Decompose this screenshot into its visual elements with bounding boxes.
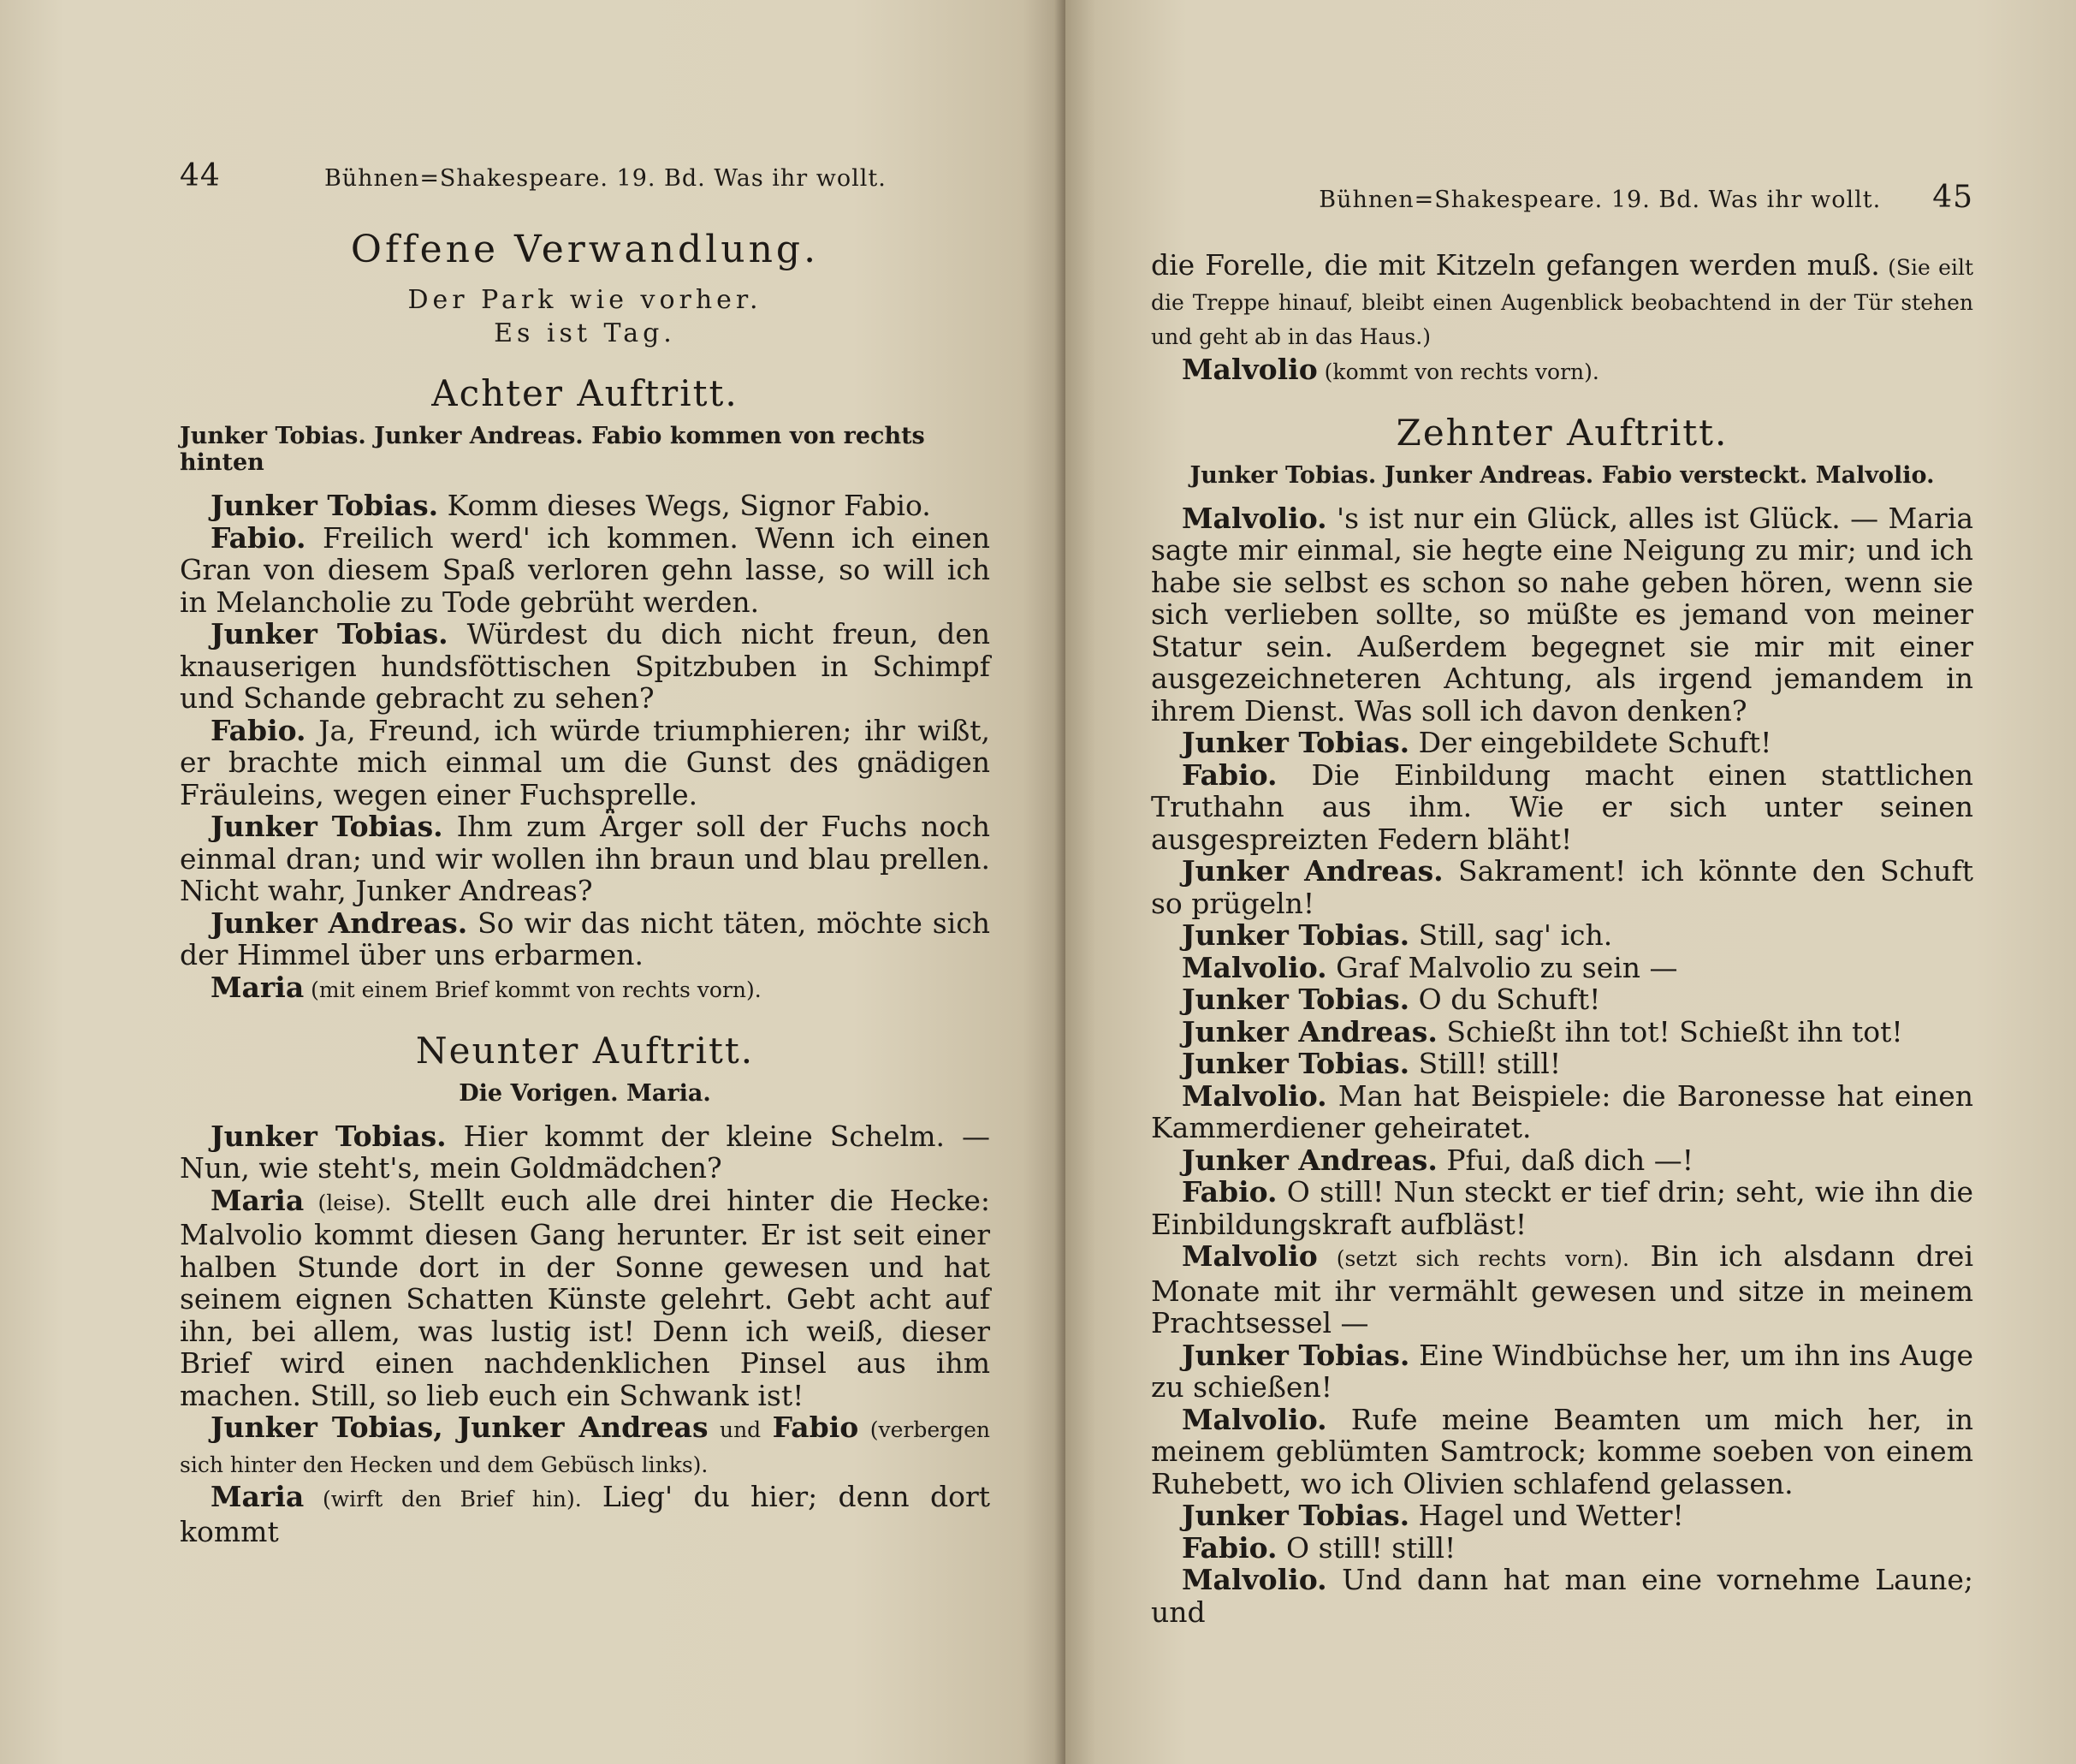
speech: Die Einbildung macht einen stattlichen Truthahn aus ihm. Wie er sich unter seinen ausgespreizten Federn bläht!	[1151, 757, 1973, 856]
speaker: Junker Tobias.	[1182, 1047, 1410, 1080]
running-head: Bühnen=Shakespeare. 19. Bd. Was ihr wollt.	[323, 165, 887, 192]
speaker: Junker Tobias, Junker Andreas	[211, 1411, 709, 1444]
speech: Bin ich alsdann drei Monate mit ihr vermählt gewesen und sitze in meinem Prachtsessel —	[1151, 1239, 1973, 1339]
speaker: Junker Tobias.	[1182, 726, 1410, 759]
dialogue-line	[1151, 1176, 1973, 1240]
right-header	[1151, 180, 1973, 215]
speech: Eine Windbüchse her, um ihn ins Auge zu schießen!	[1151, 1338, 1973, 1404]
speech: Freilich werd' ich kommen. Wenn ich einen Gran von diesem Spaß verloren gehn lasse, so will ich in Melancholie zu Tode gebrüht werden.	[180, 520, 990, 619]
speech: Ja, Freund, ich würde triumphieren; ihr wißt, er brachte mich einmal um die Gunst des gnädigen Fräuleins, wegen einer Fuchsprelle.	[180, 713, 990, 811]
scene-title: Achter Auftritt.	[431, 372, 738, 414]
dialogue-line	[180, 811, 990, 907]
speech: Man hat Beispiele: die Baronesse hat einen Kammerdiener geheiratet.	[1151, 1078, 1973, 1144]
speaker: Junker Andreas.	[1182, 854, 1444, 888]
dialogue-line	[180, 522, 990, 619]
dialogue-line	[1151, 1080, 1973, 1144]
direction: (mit einem Brief kommt von rechts vorn).	[304, 977, 762, 1002]
speaker: Malvolio	[1182, 1239, 1318, 1273]
dialogue-line	[1151, 1532, 1973, 1565]
dialogue-line	[1151, 1404, 1973, 1500]
continued-line	[1151, 249, 1973, 353]
direction: (setzt sich rechts vorn).	[1317, 1246, 1629, 1271]
speaker: Junker Tobias.	[1182, 983, 1410, 1016]
speaker: Malvolio.	[1182, 950, 1327, 984]
speech: Hier kommt der kleine Schelm. — Nun, wie steht's, mein Goldmädchen?	[180, 1119, 990, 1185]
dialogue-line	[1151, 1564, 1973, 1628]
scene-cast: Junker Tobias. Junker Andreas. Fabio kommen von rechts hinten	[180, 423, 925, 476]
speech: Graf Malvolio zu sein —	[1326, 950, 1678, 984]
transition-title: Offene Verwandlung.	[350, 228, 820, 271]
dialogue-line	[180, 490, 990, 522]
speaker: Fabio.	[211, 520, 306, 555]
speaker: Malvolio.	[1182, 1402, 1327, 1436]
dialogue-line	[1151, 1240, 1973, 1339]
speech: Schießt ihn tot! Schießt ihn tot!	[1437, 1014, 1903, 1048]
speaker: Junker Andreas.	[1182, 1014, 1438, 1048]
direction: (Sie eilt die Treppe hinauf, bleibt einen Augenblick beobachtend in der Tür stehen und geht ab in das Haus.)	[1151, 255, 1973, 349]
direction: (verbergen sich hinter den Hecken und dem Gebüsch links).	[180, 1417, 991, 1477]
speech: O still! still!	[1277, 1530, 1456, 1565]
speaker: Junker Tobias.	[211, 810, 443, 843]
dialogue-line	[1151, 983, 1973, 1016]
left-header	[180, 158, 990, 193]
dialogue-line	[1151, 1048, 1973, 1080]
stage-direction	[180, 1411, 990, 1481]
speaker: Malvolio.	[1182, 1563, 1327, 1596]
speaker: Maria	[211, 1183, 305, 1217]
direction: (wirft den Brief hin).	[304, 1487, 582, 1512]
speaker: Junker Tobias.	[1182, 1338, 1410, 1372]
conjunction: und	[708, 1417, 773, 1442]
speaker: Maria	[211, 970, 305, 1004]
speech: Ihm zum Ärger soll der Fuchs noch einmal dran; und wir wollen ihn braun und blau prellen. Nicht wahr, Junker Andreas?	[180, 810, 990, 907]
speech: die Forelle, die mit Kitzeln gefangen werden muß.	[1151, 248, 1880, 282]
speaker: Junker Tobias.	[211, 1119, 447, 1153]
dialogue-line	[1151, 1500, 1973, 1532]
speech: O still! Nun steckt er tief drin; seht, wie ihn die Einbildungskraft aufbläst!	[1151, 1175, 1973, 1241]
speech: Und dann hat man eine vornehme Laune; und	[1151, 1563, 1973, 1629]
page-number: 44	[180, 158, 221, 193]
dialogue-line	[180, 1120, 990, 1185]
dialogue-line	[1151, 1016, 1973, 1048]
speaker: Junker Tobias.	[211, 617, 448, 650]
speech: Der eingebildete Schuft!	[1409, 726, 1772, 759]
speaker: Junker Andreas.	[211, 906, 468, 940]
speaker: Junker Tobias.	[1182, 1499, 1410, 1532]
speaker: Fabio.	[1182, 1530, 1278, 1565]
dialogue-line	[1151, 952, 1973, 984]
setting-line: Der Park wie vorher.	[407, 285, 762, 315]
speaker: Fabio.	[1182, 1175, 1278, 1209]
speaker: Fabio.	[211, 713, 306, 747]
right-page	[1065, 0, 2076, 1764]
setting-line: Es ist Tag.	[494, 318, 676, 348]
dialogue-line	[1151, 1144, 1973, 1177]
dialogue-block	[180, 490, 990, 1006]
scene-title: Neunter Auftritt.	[415, 1029, 755, 1072]
speech: Pfui, daß dich —!	[1437, 1143, 1694, 1177]
speech: Lieg' du hier; denn dort kommt	[180, 1480, 990, 1548]
dialogue-line	[180, 1481, 990, 1547]
dialogue-line	[1151, 759, 1973, 856]
speaker: Malvolio.	[1182, 501, 1327, 535]
speech: So wir das nicht täten, möchte sich der Himmel über uns erbarmen.	[180, 906, 990, 971]
speech: Still! still!	[1409, 1047, 1562, 1080]
scene-cast: Junker Tobias. Junker Andreas. Fabio versteckt. Malvolio.	[1189, 461, 1935, 489]
dialogue-line	[180, 715, 990, 811]
stage-direction	[180, 971, 990, 1006]
speech: Hagel und Wetter!	[1409, 1499, 1684, 1532]
speaker: Malvolio.	[1182, 1078, 1327, 1113]
speech: 's ist nur ein Glück, alles ist Glück. — Maria sagte mir einmal, sie hegte eine Neigung zu mir; und ich habe sie selbst es schon so nahe geben hören, wenn sie sich verlieben sollte, so müßte es jemand von meiner Statur sein. Außerdem begegnet sie mir mit einer ausgezeichneteren Achtung, als irgend jemandem in ihrem Dienst. Was soll ich davon denken?	[1151, 501, 1973, 728]
dialogue-line	[1151, 727, 1973, 759]
speech: Stellt euch alle drei hinter die Hecke: Malvolio kommt diesen Gang herunter. Er ist seit einer halben Stunde dort in der Sonne gewesen und hat seinem eignen Schatten Künste gelehrt. Gebt acht auf ihn, bei allem, was lustig ist! Denn ich weiß, dieser Brief wird einen nachdenklichen Pinsel aus ihm machen. Still, so lieb euch ein Schwank ist!	[180, 1183, 991, 1412]
speech: Sakrament! ich könnte den Schuft so prügeln!	[1151, 854, 1974, 920]
scene-title: Zehnter Auftritt.	[1396, 411, 1729, 454]
dialogue-line	[1151, 855, 1973, 919]
speaker: Junker Andreas.	[1182, 1143, 1438, 1177]
dialogue-line	[1151, 919, 1973, 952]
dialogue-line	[180, 618, 990, 715]
speech: Rufe meine Beamten um mich her, in meinem geblümten Samtrock; komme soeben von einem Ruhebett, wo ich Olivien schlafend gelassen.	[1151, 1402, 1973, 1500]
dialogue-line	[180, 1185, 990, 1412]
direction: (leise).	[304, 1190, 392, 1215]
page-number: 45	[1932, 180, 1973, 215]
dialogue-line	[1151, 1339, 1973, 1404]
speaker: Junker Tobias.	[1182, 918, 1410, 952]
direction: (kommt von rechts vorn).	[1317, 359, 1599, 384]
speaker: Maria	[211, 1480, 305, 1513]
speech: Komm dieses Wegs, Signor Fabio.	[438, 489, 931, 522]
dialogue-line	[180, 907, 990, 971]
speech: Würdest du dich nicht freun, den knauserigen hundsföttischen Spitzbuben in Schimpf und Schande gebracht zu sehen?	[180, 617, 990, 715]
stage-direction	[1151, 353, 1973, 388]
speaker: Junker Tobias.	[211, 489, 439, 522]
speech: O du Schuft!	[1409, 983, 1601, 1016]
speaker: Fabio.	[1182, 757, 1278, 792]
speaker: Fabio	[772, 1411, 859, 1444]
dialogue-line	[1151, 502, 1973, 728]
scene-cast: Die Vorigen. Maria.	[459, 1079, 711, 1107]
speech: Still, sag' ich.	[1409, 918, 1613, 952]
speaker: Malvolio	[1182, 352, 1318, 386]
running-head: Bühnen=Shakespeare. 19. Bd. Was ihr wollt.	[1319, 187, 1882, 213]
